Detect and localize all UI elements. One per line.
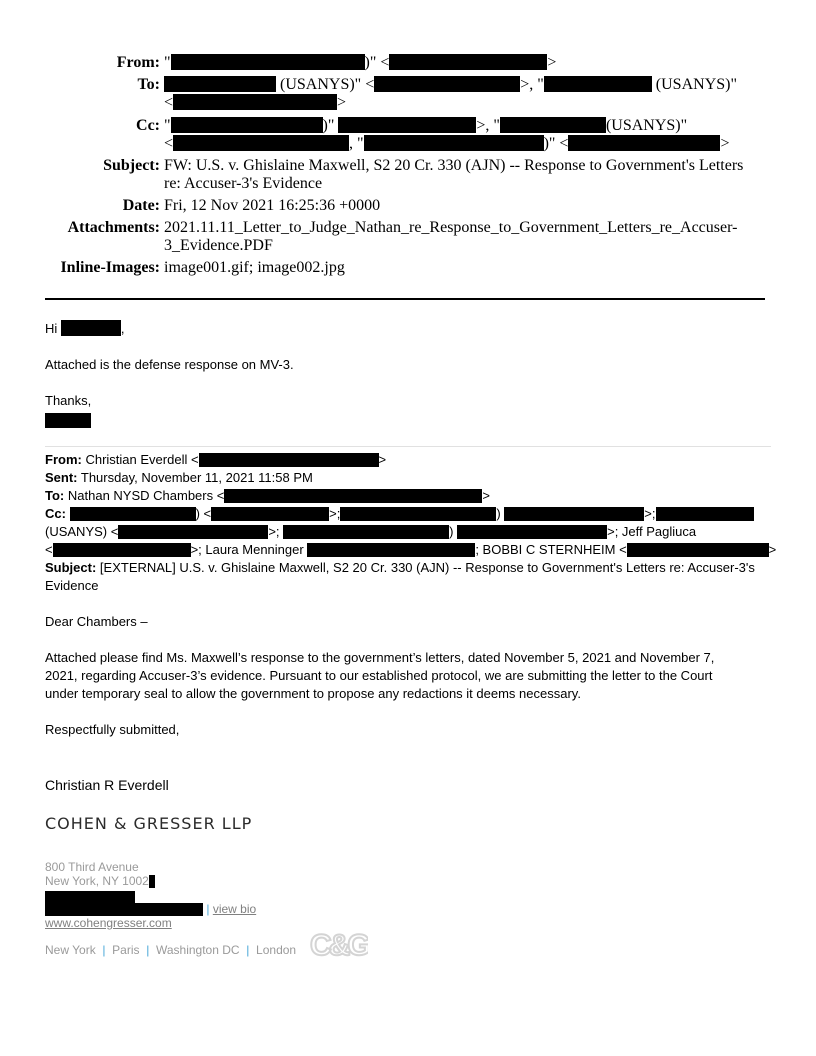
redaction [340, 507, 496, 521]
office-washington: Washington DC [155, 943, 240, 957]
firm-logo-text: C&G [310, 929, 368, 960]
redaction [173, 94, 337, 110]
fwd-cc-jeff: >; Jeff Pagliuca [607, 524, 697, 539]
fwd-cc-line3: < >; Laura Menninger ; BOBBI C STERNHEIM < > [45, 542, 777, 557]
separator: | [102, 943, 106, 957]
website-link[interactable]: www.cohengresser.com [45, 916, 172, 930]
redaction [70, 507, 196, 521]
separator: | [206, 902, 210, 916]
address-city: New York, NY 1002 [45, 874, 149, 888]
fwd-subject-line2: Evidence [45, 578, 99, 593]
fwd-to: To: Nathan NYSD Chambers < > [45, 488, 490, 503]
redaction [457, 525, 607, 539]
fwd-from-label: From: [45, 452, 82, 467]
website-link-row [45, 916, 172, 930]
office-london: London [256, 943, 297, 957]
date-label: Date: [122, 197, 160, 214]
fwd-to-label: To: [45, 488, 65, 503]
fwd-cc-line2: (USANYS) < >; ) >; Jeff Pagliuca [45, 524, 697, 539]
fwd-sent-value: Thursday, November 11, 2021 11:58 PM [80, 470, 313, 485]
fwd-salutation: Dear Chambers – [45, 614, 148, 629]
fwd-subject-label: Subject: [45, 560, 97, 575]
redaction [164, 76, 276, 92]
to-org: (USANYS)" [655, 76, 737, 93]
redaction [118, 525, 268, 539]
subject-line1: FW: U.S. v. Ghislaine Maxwell, S2 20 Cr. 330 (AJN) -- Response to Government's Letters [164, 157, 744, 174]
redaction [45, 413, 91, 428]
reply-signoff: Thanks, [45, 393, 92, 408]
redaction [500, 117, 606, 133]
redaction [364, 135, 544, 151]
redaction [173, 135, 349, 151]
redaction [389, 54, 547, 70]
fwd-cc-bobbi: ; BOBBI C STERNHEIM < [475, 542, 627, 557]
redaction [307, 543, 475, 557]
redaction [149, 875, 155, 888]
separator: | [146, 943, 150, 957]
fwd-cc-label: Cc: [45, 506, 66, 521]
fwd-sent-label: Sent: [45, 470, 78, 485]
reply-body: Attached is the defense response on MV-3. [45, 357, 294, 372]
contact-line [45, 902, 256, 916]
fwd-cc-org: (USANYS) < [45, 524, 119, 539]
fwd-para-line2: 2021, regarding Accuser-3’s evidence. Pursuant to our established protocol, we are submitting the letter to the Court [45, 668, 713, 683]
redaction [224, 489, 482, 503]
redaction [627, 543, 769, 557]
subject-line2: re: Accuser-3's Evidence [164, 175, 323, 192]
fwd-from: From: Christian Everdell < > [45, 452, 387, 467]
address-line2 [45, 874, 155, 888]
redaction [568, 135, 720, 151]
fwd-cc-line1: Cc: ) < >; ) >; [45, 505, 754, 523]
redaction [53, 543, 191, 557]
subject-label: Subject: [103, 157, 160, 174]
reply-signature-redaction [45, 412, 91, 430]
attachments-label: Attachments: [67, 219, 160, 236]
fwd-cc-laura: >; Laura Menninger [190, 542, 304, 557]
greeting-text: Hi [45, 321, 58, 336]
offices-row [45, 943, 296, 957]
attachment-link-line2[interactable]: 3_Evidence.PDF [164, 237, 273, 254]
inline-images-label: Inline-Images: [60, 259, 160, 276]
cc-label: Cc: [136, 117, 160, 134]
from-label: From: [116, 54, 160, 71]
firm-logo [310, 928, 368, 960]
cc-value-line2: < , " )" < > [164, 135, 730, 152]
cc-value-line1: " )" >, " (USANYS)" [164, 117, 688, 134]
fwd-subject-value: [EXTERNAL] U.S. v. Ghislaine Maxwell, S2 20 Cr. 330 (AJN) -- Response to Government's Letters re: Accuser-3's [99, 560, 755, 575]
redaction [45, 903, 203, 916]
office-paris: Paris [112, 943, 140, 957]
view-bio-link[interactable]: view bio [212, 902, 257, 916]
redaction [374, 76, 520, 92]
to-value-line1: (USANYS)" < >, " (USANYS)" [164, 76, 737, 94]
redaction [656, 507, 754, 521]
fwd-to-value: Nathan NYSD Chambers < [67, 488, 225, 503]
attachment-link-line1[interactable]: 2021.11.11_Letter_to_Judge_Nathan_re_Response_to_Government_Letters_re_Accuser- [164, 219, 738, 236]
fwd-closing: Respectfully submitted, [45, 722, 180, 737]
date-value: Fri, 12 Nov 2021 16:25:36 +0000 [164, 197, 381, 214]
signature-name: Christian R Everdell [45, 777, 169, 793]
fwd-para-line1: Attached please find Ms. Maxwell’s response to the government’s letters, dated November 5, 2021 and November 7, [45, 650, 715, 665]
header-divider [45, 298, 765, 300]
fwd-subject-line1 [45, 559, 755, 577]
office-new-york: New York [45, 943, 96, 957]
reply-greeting: Hi , [45, 321, 125, 336]
from-value: " )" < > [164, 54, 557, 71]
to-org: (USANYS)" [280, 76, 362, 93]
redaction [283, 525, 449, 539]
fwd-sent [45, 469, 313, 487]
address-line1: 800 Third Avenue [45, 860, 139, 874]
redaction [199, 453, 379, 467]
redaction [338, 117, 476, 133]
redaction [61, 320, 121, 336]
firm-name: COHEN & GRESSER LLP [45, 814, 253, 833]
redaction [544, 76, 652, 92]
to-value-line2: < > [164, 94, 347, 111]
separator: | [246, 943, 250, 957]
fwd-para-line3: under temporary seal to allow the government to propose any redactions it deems necessary. [45, 686, 581, 701]
to-label: To: [137, 76, 160, 93]
redaction [211, 507, 329, 521]
redaction [171, 54, 365, 70]
inline-images-value: image001.gif; image002.jpg [164, 259, 345, 276]
fwd-from-value: Christian Everdell < [85, 452, 199, 467]
cc-org: (USANYS)" [605, 117, 688, 134]
redaction [171, 117, 323, 133]
redaction [504, 507, 644, 521]
message-divider [45, 446, 771, 447]
